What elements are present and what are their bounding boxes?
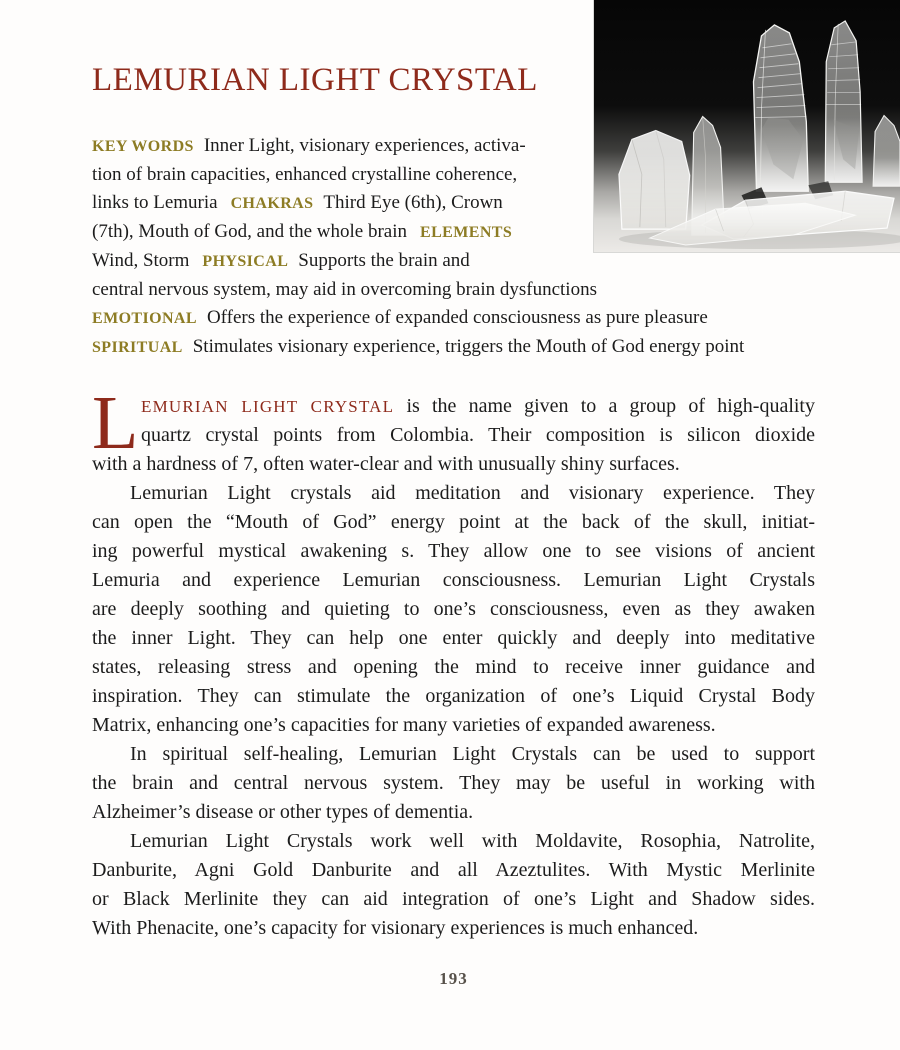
paragraph [92, 381, 815, 479]
keyword-text: Third Eye (6th), Crown [323, 192, 503, 213]
body-line [92, 653, 815, 682]
page-title: LEMURIAN LIGHT CRYSTAL [92, 62, 538, 98]
keyword-label: CHAKRAS [230, 195, 314, 212]
body-line [92, 740, 815, 769]
body-line [92, 595, 815, 624]
body-line [92, 421, 815, 450]
body-text-segment: inspiration. They can stimulate the organization of one’s Liquid Crystal Body [92, 685, 815, 707]
body-text-segment: With Phenacite, one’s capacity for visionary experiences is much enhanced. [92, 917, 699, 939]
keyword-label: PHYSICAL [202, 253, 289, 270]
body-line [92, 537, 815, 566]
body-line [92, 827, 815, 856]
body-text-segment: are deeply soothing and quieting to one’s consciousness, even as they awaken [92, 598, 815, 620]
body-text-segment: the inner Light. They can help one enter quickly and deeply into meditative [92, 627, 815, 649]
body-text-segment: the brain and central nervous system. They may be useful in working with [92, 772, 815, 794]
paragraph [92, 740, 815, 827]
body-line [92, 682, 815, 711]
body-text-segment: ing powerful mystical awakening s. They allow one to see visions of ancient [92, 540, 815, 562]
body-text-segment: Lemuria and experience Lemurian consciousness. Lemurian Light Crystals [92, 569, 815, 591]
body-text-segment: Matrix, enhancing one’s capacities for many varieties of expanded awareness. [92, 714, 716, 736]
body-line [92, 885, 815, 914]
body-text-segment: Alzheimer’s disease or other types of dementia. [92, 801, 474, 823]
body-text-segment: Danburite, Agni Gold Danburite and all Azeztulites. With Mystic Merlinite [92, 859, 815, 881]
body-line [92, 914, 815, 943]
body-text-segment: states, releasing stress and opening the mind to receive inner guidance and [92, 656, 815, 678]
keyword-text: Offers the experience of expanded consciousness as pure pleasure [206, 307, 708, 328]
body-line [92, 392, 815, 421]
paragraph [92, 479, 815, 740]
body-line [92, 798, 815, 827]
crystal-photo-image [594, 0, 900, 252]
keyword-label: EMOTIONAL [92, 310, 197, 327]
keyword-text: Stimulates visionary experience, triggers the Mouth of God energy point [192, 336, 745, 357]
body-line [92, 566, 815, 595]
keyword-label: ELEMENTS [420, 224, 513, 241]
body-line [92, 450, 815, 479]
body-text-segment: is the name given to a group of high-quality [394, 395, 815, 417]
body-text [92, 381, 815, 943]
crystal-photo [593, 0, 900, 253]
body-line [92, 624, 815, 653]
keyword-label: KEY WORDS [92, 138, 194, 155]
keywords-line [92, 304, 815, 333]
keyword-text: Inner Light, visionary experiences, activa- [203, 135, 526, 156]
body-line [92, 769, 815, 798]
dropcap-letter: L [92, 381, 139, 465]
keywords-line [92, 333, 815, 362]
keyword-label: SPIRITUAL [92, 339, 183, 356]
keyword-text: tion of brain capacities, enhanced crystalline coherence, [92, 164, 518, 185]
body-text-segment: with a hardness of 7, often water-clear and with unusually shiny surfaces. [92, 453, 680, 475]
keyword-text: links to Lemuria [92, 192, 218, 213]
stone-name-smallcaps: EMURIAN LIGHT CRYSTAL [141, 397, 395, 416]
paragraph [92, 827, 815, 943]
page-number: 193 [439, 969, 468, 988]
body-text-segment: In spiritual self-healing, Lemurian Light Crystals can be used to support [130, 743, 815, 765]
keyword-text: Wind, Storm [92, 250, 190, 271]
keyword-text: central nervous system, may aid in overcoming brain dysfunctions [92, 279, 597, 300]
keyword-text: Supports the brain and [298, 250, 470, 271]
body-line [92, 508, 815, 537]
body-line [92, 711, 815, 740]
body-text-segment: Lemurian Light Crystals work well with Moldavite, Rosophia, Natrolite, [130, 830, 815, 852]
body-line [92, 856, 815, 885]
body-text-segment: Lemurian Light crystals aid meditation and visionary experience. They [130, 482, 815, 504]
keyword-text: (7th), Mouth of God, and the whole brain [92, 221, 408, 242]
body-line [92, 479, 815, 508]
body-text-segment: quartz crystal points from Colombia. Their composition is silicon dioxide [141, 424, 815, 446]
body-text-segment: can open the “Mouth of God” energy point at the back of the skull, initiat- [92, 511, 815, 533]
body-text-segment: or Black Merlinite they can aid integration of one’s Light and Shadow sides. [92, 888, 815, 910]
